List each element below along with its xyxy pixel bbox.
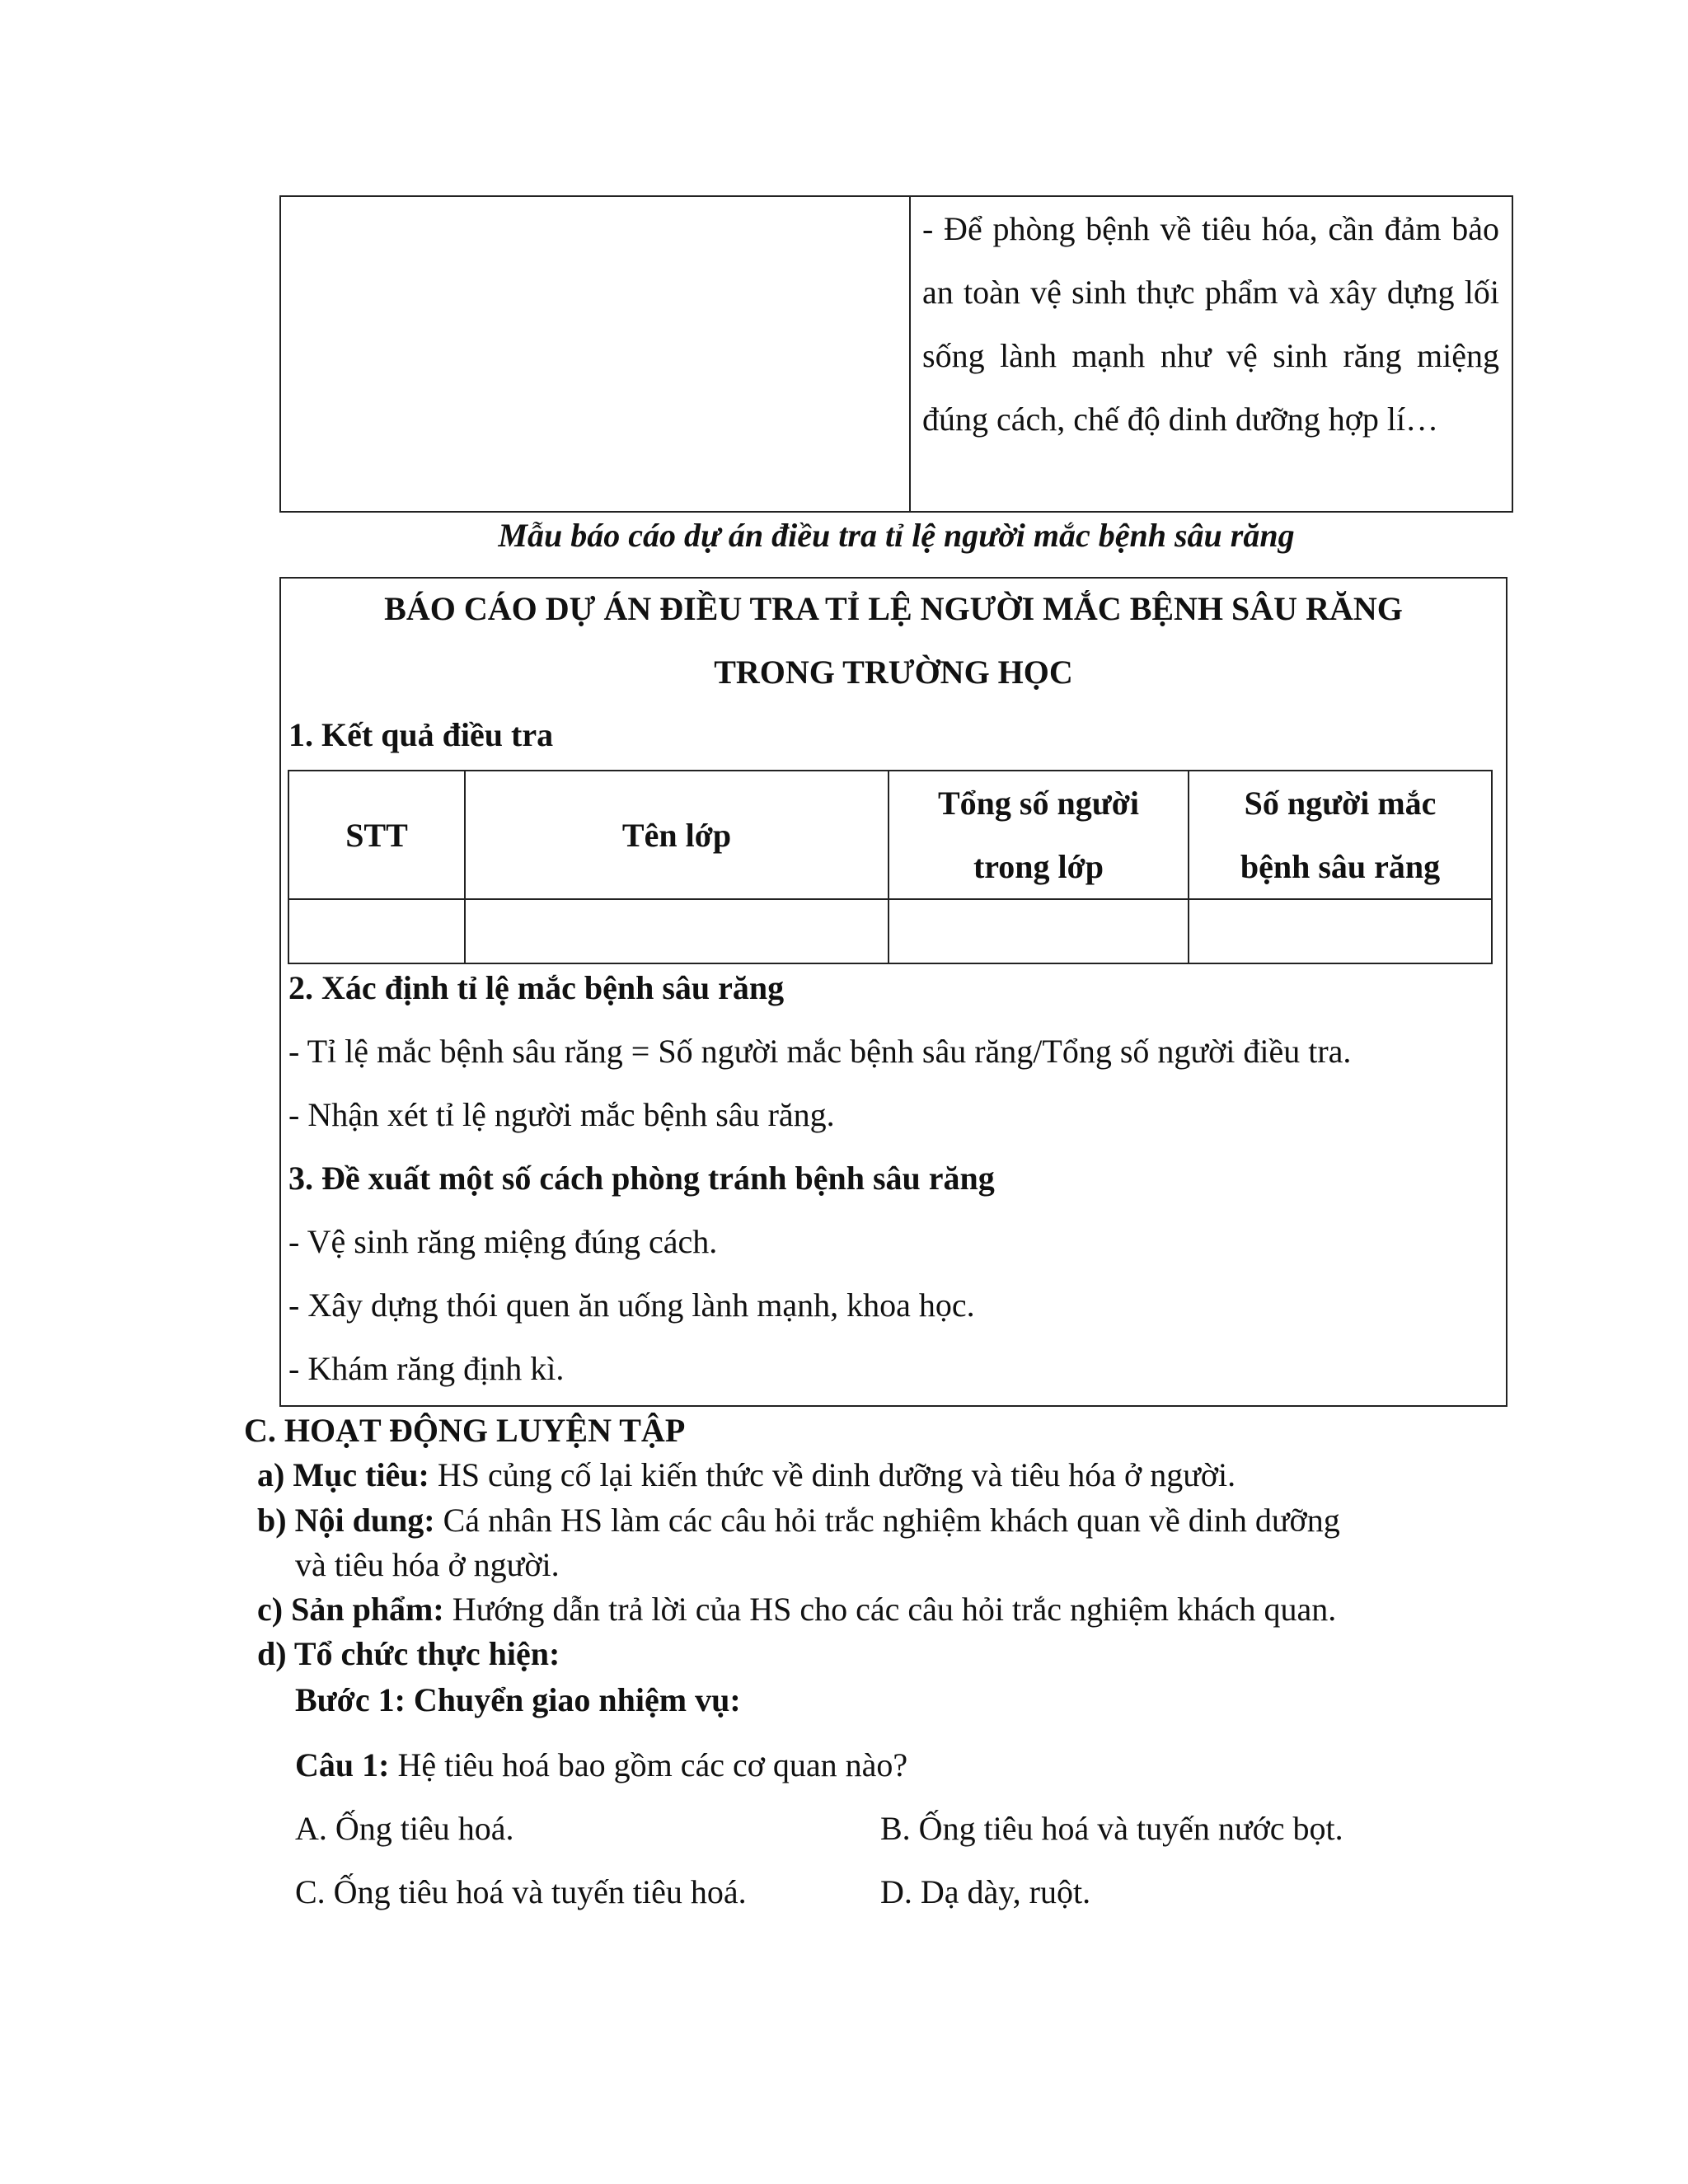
- section-c-heading: C. HOẠT ĐỘNG LUYỆN TẬP: [244, 1412, 686, 1449]
- section3-line: - Xây dựng thói quen ăn uống lành mạnh, khoa học.: [288, 1286, 975, 1324]
- table-cell: [465, 899, 889, 963]
- option-b: B. Ống tiêu hoá và tuyến nước bọt.: [880, 1810, 1343, 1847]
- report-box: [279, 577, 1507, 1407]
- section2-heading: 2. Xác định tỉ lệ mắc bệnh sâu răng: [288, 969, 785, 1006]
- option-c: C. Ống tiêu hoá và tuyến tiêu hoá.: [295, 1873, 747, 1910]
- step1-heading: Bước 1: Chuyển giao nhiệm vụ:: [295, 1681, 741, 1718]
- option-d: D. Dạ dày, ruột.: [880, 1873, 1091, 1910]
- header-stt: STT: [288, 771, 465, 899]
- header-cavity-count: Số người mắc bệnh sâu răng: [1189, 771, 1492, 899]
- organization-heading: d) Tổ chức thực hiện:: [257, 1635, 560, 1672]
- content-text: Cá nhân HS làm các câu hỏi trắc nghiệm khách quan về dinh dưỡng: [434, 1502, 1340, 1539]
- section2-line: - Tỉ lệ mắc bệnh sâu răng = Số người mắc bệnh sâu răng/Tổng số người điều tra.: [288, 1033, 1352, 1070]
- report-template-caption: Mẫu báo cáo dự án điều tra tỉ lệ người mắc bệnh sâu răng: [498, 517, 1295, 554]
- product-text: Hướng dẫn trả lời của HS cho các câu hỏi trắc nghiệm khách quan.: [443, 1591, 1337, 1628]
- table-row: [288, 899, 1492, 963]
- product-label: c) Sản phẩm:: [257, 1591, 444, 1628]
- option-a: A. Ống tiêu hoá.: [295, 1810, 514, 1847]
- product-line: [257, 1587, 1336, 1632]
- report-title-line2: TRONG TRƯỜNG HỌC: [714, 654, 1073, 691]
- table-cell: [1189, 899, 1492, 963]
- content-label: b) Nội dung:: [257, 1502, 435, 1539]
- continuation-table: [279, 195, 1513, 513]
- section3-line: - Vệ sinh răng miệng đúng cách.: [288, 1223, 718, 1260]
- section1-heading: 1. Kết quả điều tra: [288, 716, 554, 753]
- table-cell-text: - Để phòng bệnh về tiêu hóa, cần đảm bảo an toàn vệ sinh thực phẩm và xây dựng lối sống lành mạnh như vệ sinh răng miệng đúng cách, chế độ dinh dưỡng hợp lí…: [922, 210, 1499, 438]
- table-cell: [889, 899, 1189, 963]
- column-divider: [909, 197, 911, 511]
- question-label: Câu 1:: [295, 1746, 390, 1783]
- header-total-people: Tổng số người trong lớp: [889, 771, 1189, 899]
- section2-line: - Nhận xét tỉ lệ người mắc bệnh sâu răng.: [288, 1096, 835, 1133]
- question-text: Hệ tiêu hoá bao gồm các cơ quan nào?: [389, 1746, 908, 1783]
- report-title-line1: BÁO CÁO DỰ ÁN ĐIỀU TRA TỈ LỆ NGƯỜI MẮC BỆNH SÂU RĂNG: [384, 590, 1403, 627]
- section3-heading: 3. Đề xuất một số cách phòng tránh bệnh sâu răng: [288, 1160, 995, 1197]
- survey-results-table: [288, 770, 1493, 964]
- table-header-row: [288, 771, 1492, 899]
- table-cell: [288, 899, 465, 963]
- objective-line: [257, 1453, 1236, 1497]
- header-class-name: Tên lớp: [465, 771, 889, 899]
- content-line: [257, 1498, 1340, 1543]
- content-text-continued: và tiêu hóa ở người.: [295, 1546, 560, 1583]
- objective-label: a) Mục tiêu:: [257, 1456, 429, 1493]
- section3-line: - Khám răng định kì.: [288, 1350, 565, 1387]
- question-1: [295, 1741, 907, 1790]
- objective-text: HS củng cố lại kiến thức về dinh dưỡng và tiêu hóa ở người.: [429, 1456, 1236, 1493]
